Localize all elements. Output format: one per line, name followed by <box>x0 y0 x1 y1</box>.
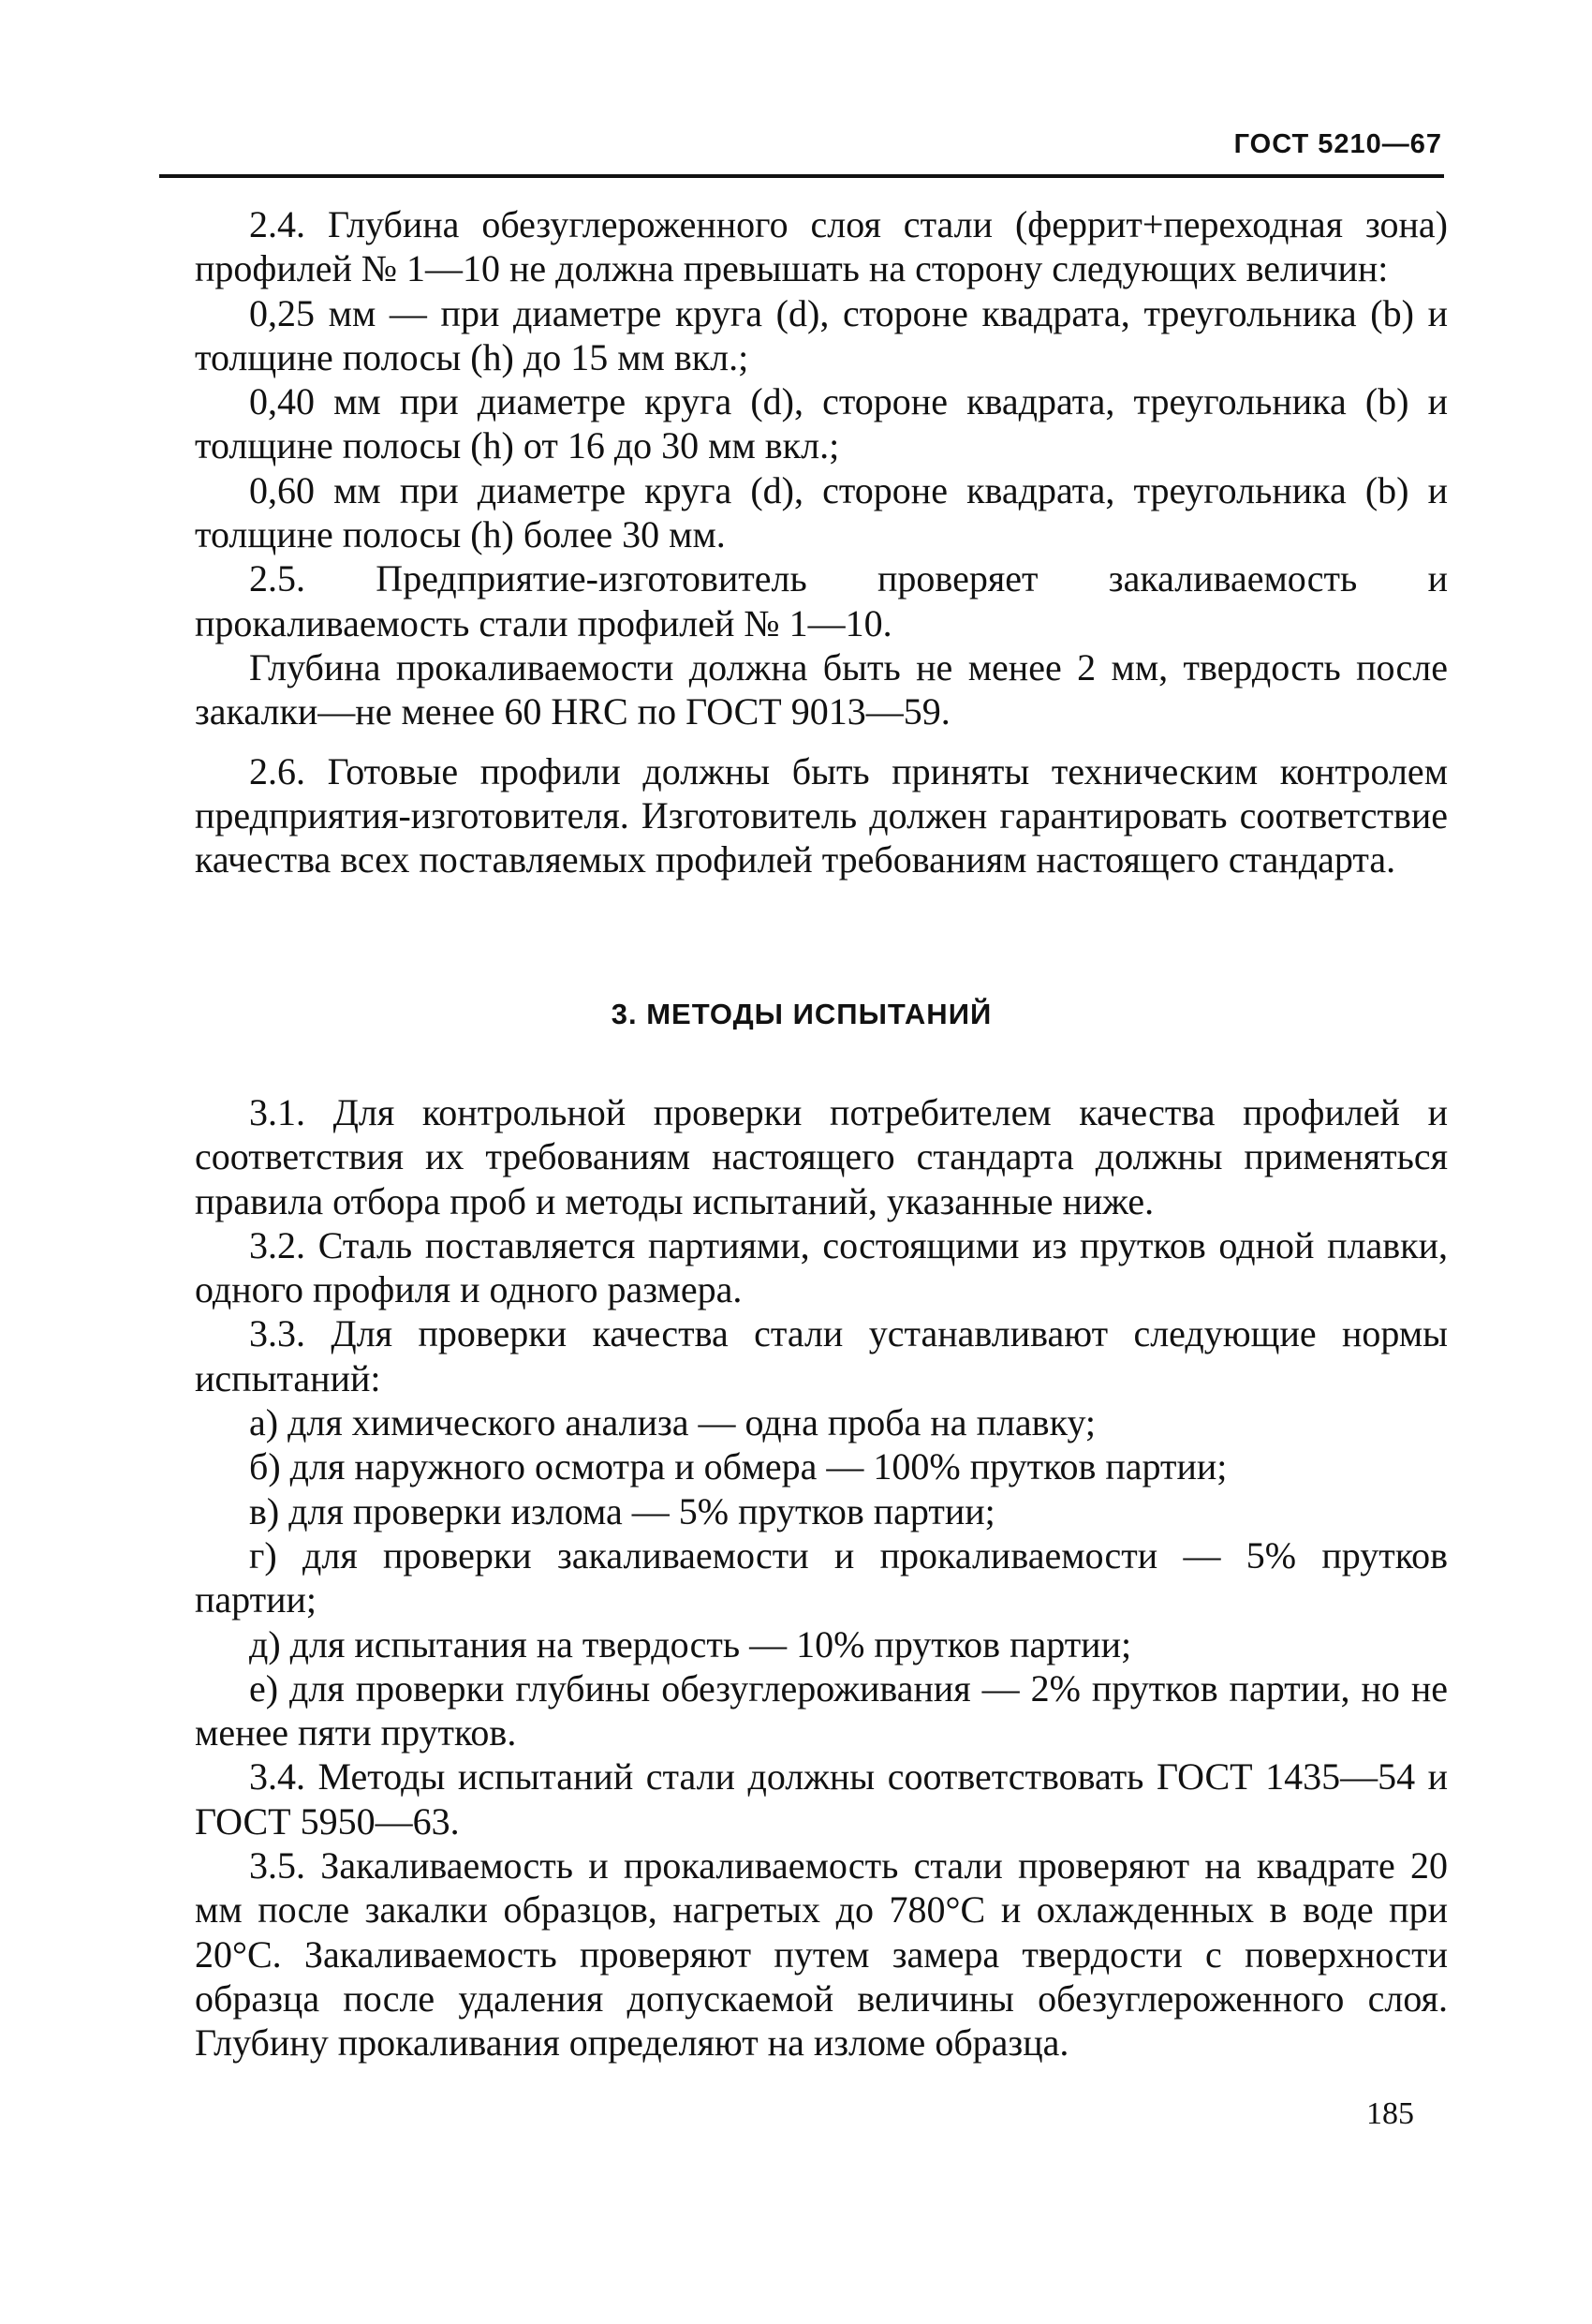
paragraph-3-3: 3.3. Для проверки качества стали устанавливают следующие нормы испытаний: <box>195 1312 1448 1399</box>
paragraph-3-4: 3.4. Методы испытаний стали должны соответствовать ГОСТ 1435—54 и ГОСТ 5950—63. <box>195 1755 1448 1843</box>
list-item-b: б) для наружного осмотра и обмера — 100% прутков партии; <box>249 1445 1228 1488</box>
paragraph-2-5-depth: Глубина прокаливаемости должна быть не менее 2 мм, твердость после закалки—не менее 60 HRC по ГОСТ 9013—59. <box>195 645 1448 733</box>
section-heading: 3. МЕТОДЫ ИСПЫТАНИЙ <box>611 998 993 1030</box>
list-item-d: д) для испытания на твердость — 10% прутков партии; <box>249 1622 1132 1665</box>
body-text-bottom <box>195 1090 1448 2065</box>
paragraph-3-5: 3.5. Закаливаемость и прокаливаемость стали проверяют на квадрате 20 мм после закалки образцов, нагретых до 780°С и охлажденных в воде при 20°С. Закаливаемость проверяют путем замера твердости с поверхности образца после удаления допускаемой величины обезуглероженного слоя. Глубину прокаливания определяют на изломе образца. <box>195 1844 1448 2065</box>
list-item-e: е) для проверки глубины обезуглероживания — 2% прутков партии, но не менее пяти прутков. <box>195 1666 1448 1754</box>
body-text-top <box>195 202 1448 881</box>
page-number: 185 <box>1366 2096 1414 2131</box>
paragraph-2-6: 2.6. Готовые профили должны быть приняты техническим контролем предприятия-изготовителя. Изготовитель должен гарантировать соответствие качества всех поставляемых профилей требованиям настоящего стандарта. <box>195 749 1448 881</box>
paragraph-2-4-item-1: 0,25 мм — при диаметре круга (d), стороне квадрата, треугольника (b) и толщине полосы (h) до 15 мм вкл.; <box>195 291 1448 378</box>
list-item-a: а) для химического анализа — одна проба на плавку; <box>249 1401 1097 1444</box>
paragraph-2-5: 2.5. Предприятие-изготовитель проверяет закаливаемость и прокаливаемость стали профилей № 1—10. <box>195 557 1448 644</box>
list-item-v: в) для проверки излома — 5% прутков партии; <box>249 1489 995 1532</box>
header-rule <box>159 174 1444 178</box>
paragraph-3-1: 3.1. Для контрольной проверки потребителем качества профилей и соответствия их требованиям настоящего стандарта должны применяться правила отбора проб и методы испытаний, указанные ниже. <box>195 1091 1448 1222</box>
paragraph-2-4-item-2: 0,40 мм при диаметре круга (d), стороне квадрата, треугольника (b) и толщине полосы (h) от 16 до 30 мм вкл.; <box>195 380 1448 467</box>
paragraph-2-4-item-3: 0,60 мм при диаметре круга (d), стороне квадрата, треугольника (b) и толщине полосы (h) более 30 мм. <box>195 468 1448 556</box>
list-item-g: г) для проверки закаливаемости и прокаливаемости — 5% прутков партии; <box>195 1533 1448 1621</box>
paragraph-3-2: 3.2. Сталь поставляется партиями, состоящими из прутков одной плавки, одного профиля и одного размера. <box>195 1223 1448 1311</box>
page-header-standard: ГОСТ 5210—67 <box>1233 129 1442 159</box>
paragraph-2-4: 2.4. Глубина обезуглероженного слоя стали (феррит+переходная зона) профилей № 1—10 не должна превышать на сторону следующих величин: <box>195 203 1448 290</box>
